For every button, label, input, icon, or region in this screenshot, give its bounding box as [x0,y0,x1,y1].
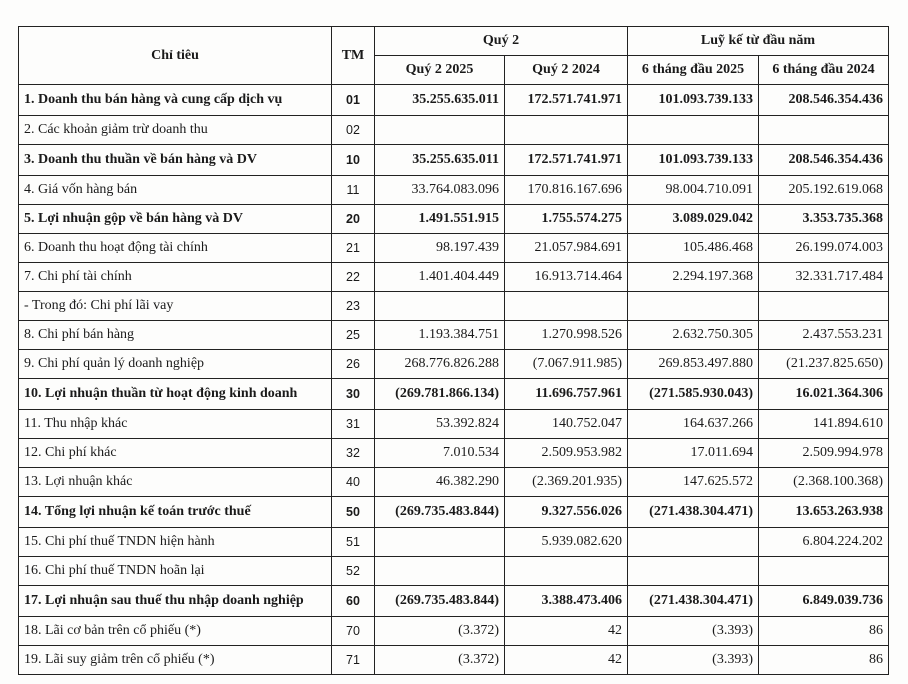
cell-name: 6. Doanh thu hoạt động tài chính [19,234,332,263]
cell-q2-2024 [505,557,628,586]
cell-q2-2025: 53.392.824 [375,410,505,439]
cell-name: 16. Chi phí thuế TNDN hoãn lại [19,557,332,586]
cell-q2-2024: 11.696.757.961 [505,379,628,410]
table-row [19,85,889,116]
cell-code: 26 [332,350,375,379]
cell-q2-2025: 46.382.290 [375,468,505,497]
cell-h1-2025: 101.093.739.133 [628,85,759,116]
cell-code: 01 [332,85,375,116]
cell-name: 9. Chi phí quản lý doanh nghiệp [19,350,332,379]
cell-q2-2024: 3.388.473.406 [505,586,628,617]
cell-h1-2025 [628,116,759,145]
table-row [19,292,889,321]
cell-code: 30 [332,379,375,410]
cell-q2-2025: 35.255.635.011 [375,85,505,116]
cell-code: 50 [332,497,375,528]
cell-h1-2024: 208.546.354.436 [759,145,889,176]
cell-q2-2025: 1.491.551.915 [375,205,505,234]
cell-code: 11 [332,176,375,205]
cell-q2-2025: 7.010.534 [375,439,505,468]
cell-q2-2025: (3.372) [375,646,505,675]
cell-h1-2025: 164.637.266 [628,410,759,439]
table-row [19,557,889,586]
cell-q2-2025: 98.197.439 [375,234,505,263]
cell-q2-2024: (2.369.201.935) [505,468,628,497]
cell-q2-2024: 5.939.082.620 [505,528,628,557]
header-q2-2025: Quý 2 2025 [375,56,505,85]
cell-code: 32 [332,439,375,468]
cell-q2-2025: 1.401.404.449 [375,263,505,292]
cell-q2-2024 [505,292,628,321]
cell-q2-2024 [505,116,628,145]
table-row [19,176,889,205]
cell-h1-2024: 2.509.994.978 [759,439,889,468]
cell-q2-2024: 1.270.998.526 [505,321,628,350]
cell-q2-2025: 35.255.635.011 [375,145,505,176]
cell-h1-2025 [628,528,759,557]
table-row [19,205,889,234]
cell-h1-2025: (271.438.304.471) [628,586,759,617]
cell-h1-2024: 205.192.619.068 [759,176,889,205]
table-row [19,350,889,379]
header-h1-2024: 6 tháng đầu 2024 [759,56,889,85]
cell-q2-2025 [375,116,505,145]
cell-h1-2024: 32.331.717.484 [759,263,889,292]
income-statement-table [18,26,889,675]
header-q2-2024: Quý 2 2024 [505,56,628,85]
cell-code: 60 [332,586,375,617]
cell-code: 70 [332,617,375,646]
cell-h1-2025: 101.093.739.133 [628,145,759,176]
cell-h1-2024: 2.437.553.231 [759,321,889,350]
cell-name: 18. Lãi cơ bản trên cổ phiếu (*) [19,617,332,646]
cell-h1-2024 [759,557,889,586]
cell-code: 31 [332,410,375,439]
table-row [19,145,889,176]
table-row [19,116,889,145]
cell-q2-2024: 21.057.984.691 [505,234,628,263]
cell-name: 13. Lợi nhuận khác [19,468,332,497]
cell-h1-2025: (271.585.930.043) [628,379,759,410]
cell-h1-2025: 147.625.572 [628,468,759,497]
cell-h1-2024: 86 [759,617,889,646]
cell-h1-2025: (3.393) [628,646,759,675]
cell-h1-2025 [628,292,759,321]
cell-code: 51 [332,528,375,557]
cell-q2-2025: (269.781.866.134) [375,379,505,410]
header-luy-ke: Luỹ kế từ đầu năm [628,27,889,56]
cell-name: 11. Thu nhập khác [19,410,332,439]
cell-q2-2025: (3.372) [375,617,505,646]
cell-code: 71 [332,646,375,675]
table-row [19,439,889,468]
cell-h1-2025: (271.438.304.471) [628,497,759,528]
cell-name: 15. Chi phí thuế TNDN hiện hành [19,528,332,557]
cell-code: 25 [332,321,375,350]
table-row [19,410,889,439]
cell-name: 10. Lợi nhuận thuần từ hoạt động kinh doanh [19,379,332,410]
header-quy2: Quý 2 [375,27,628,56]
table-row [19,321,889,350]
cell-name: 4. Giá vốn hàng bán [19,176,332,205]
table-row [19,263,889,292]
cell-code: 23 [332,292,375,321]
cell-q2-2024: 1.755.574.275 [505,205,628,234]
cell-q2-2024: 170.816.167.696 [505,176,628,205]
table-row [19,468,889,497]
cell-h1-2024: 141.894.610 [759,410,889,439]
cell-h1-2024: 86 [759,646,889,675]
cell-h1-2024 [759,292,889,321]
cell-h1-2025: 3.089.029.042 [628,205,759,234]
cell-q2-2024: 16.913.714.464 [505,263,628,292]
cell-q2-2025: 268.776.826.288 [375,350,505,379]
cell-h1-2024: 6.804.224.202 [759,528,889,557]
table-row [19,379,889,410]
cell-q2-2025 [375,557,505,586]
cell-h1-2024: 6.849.039.736 [759,586,889,617]
cell-h1-2025: 98.004.710.091 [628,176,759,205]
cell-h1-2025: 2.632.750.305 [628,321,759,350]
cell-code: 22 [332,263,375,292]
cell-name: 19. Lãi suy giảm trên cổ phiếu (*) [19,646,332,675]
cell-q2-2025: 33.764.083.096 [375,176,505,205]
cell-q2-2024: 42 [505,646,628,675]
cell-q2-2024: 140.752.047 [505,410,628,439]
cell-q2-2025: (269.735.483.844) [375,586,505,617]
cell-h1-2024: 13.653.263.938 [759,497,889,528]
cell-h1-2025: 269.853.497.880 [628,350,759,379]
cell-name: 5. Lợi nhuận gộp về bán hàng và DV [19,205,332,234]
cell-h1-2024: 26.199.074.003 [759,234,889,263]
cell-name: 17. Lợi nhuận sau thuế thu nhập doanh nghiệp [19,586,332,617]
cell-h1-2024: (21.237.825.650) [759,350,889,379]
cell-code: 21 [332,234,375,263]
cell-h1-2024 [759,116,889,145]
cell-name: 1. Doanh thu bán hàng và cung cấp dịch vụ [19,85,332,116]
cell-name: 7. Chi phí tài chính [19,263,332,292]
table-body [19,85,889,675]
cell-q2-2024: (7.067.911.985) [505,350,628,379]
table-row [19,617,889,646]
cell-q2-2024: 42 [505,617,628,646]
header-h1-2025: 6 tháng đầu 2025 [628,56,759,85]
cell-code: 20 [332,205,375,234]
cell-q2-2025: 1.193.384.751 [375,321,505,350]
cell-name: 3. Doanh thu thuần về bán hàng và DV [19,145,332,176]
cell-h1-2025: 105.486.468 [628,234,759,263]
cell-q2-2025 [375,292,505,321]
table-row [19,234,889,263]
cell-q2-2024: 2.509.953.982 [505,439,628,468]
cell-q2-2024: 172.571.741.971 [505,145,628,176]
cell-q2-2025: (269.735.483.844) [375,497,505,528]
cell-h1-2025: 17.011.694 [628,439,759,468]
cell-name: 12. Chi phí khác [19,439,332,468]
cell-h1-2025: 2.294.197.368 [628,263,759,292]
table-row [19,528,889,557]
cell-h1-2024: (2.368.100.368) [759,468,889,497]
cell-code: 02 [332,116,375,145]
header-tm: TM [332,27,375,85]
cell-code: 52 [332,557,375,586]
table-row [19,497,889,528]
table-row [19,586,889,617]
cell-name: 8. Chi phí bán hàng [19,321,332,350]
cell-h1-2024: 16.021.364.306 [759,379,889,410]
header-chi-tieu: Chỉ tiêu [19,27,332,85]
cell-h1-2025 [628,557,759,586]
cell-q2-2024: 9.327.556.026 [505,497,628,528]
table-row [19,646,889,675]
cell-name: 2. Các khoản giảm trừ doanh thu [19,116,332,145]
cell-q2-2025 [375,528,505,557]
cell-h1-2025: (3.393) [628,617,759,646]
cell-code: 40 [332,468,375,497]
cell-h1-2024: 208.546.354.436 [759,85,889,116]
cell-code: 10 [332,145,375,176]
cell-name: 14. Tổng lợi nhuận kế toán trước thuế [19,497,332,528]
cell-q2-2024: 172.571.741.971 [505,85,628,116]
cell-name: - Trong đó: Chi phí lãi vay [19,292,332,321]
cell-h1-2024: 3.353.735.368 [759,205,889,234]
